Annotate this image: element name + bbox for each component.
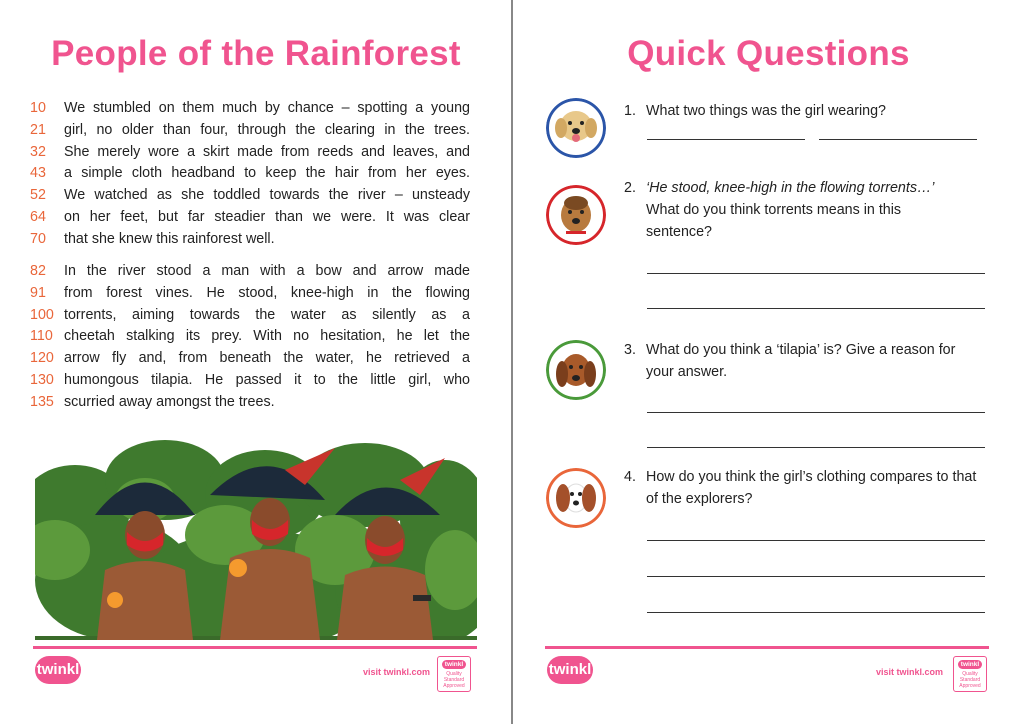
line-text: scurried away amongst the trees. bbox=[64, 393, 275, 410]
line-number: 10 bbox=[30, 100, 46, 116]
badge-logo: twinkl bbox=[442, 660, 466, 669]
answer-line[interactable] bbox=[819, 139, 977, 140]
line-text: cheetah stalking its prey. With no hesitation, he let the bbox=[64, 328, 470, 345]
line-text: from forest vines. He stood, knee-high in the flowing bbox=[64, 284, 470, 301]
answer-line[interactable] bbox=[647, 308, 985, 309]
text-line bbox=[30, 370, 470, 392]
text-line bbox=[30, 98, 470, 120]
badge-text: Quality Standard Approved bbox=[959, 671, 981, 689]
text-line bbox=[30, 392, 470, 414]
page-title: People of the Rainforest bbox=[51, 34, 461, 73]
question-3 bbox=[624, 339, 1004, 383]
visit-link[interactable]: visit twinkl.com bbox=[876, 667, 944, 677]
text-line bbox=[30, 185, 470, 207]
question-text: How do you think the girl’s clothing compares to that of the explorers? bbox=[646, 469, 977, 507]
bloodhound-avatar-icon bbox=[546, 340, 606, 400]
text-line bbox=[30, 163, 470, 185]
line-number: 100 bbox=[30, 306, 54, 323]
line-number: 32 bbox=[30, 143, 46, 160]
line-text: arrow fly and, from beneath the water, he retrieved a bbox=[64, 350, 470, 367]
text-line bbox=[30, 229, 470, 251]
question-number: 1. bbox=[624, 103, 636, 119]
badge-text: Quality Standard Approved bbox=[443, 671, 465, 689]
quality-badge bbox=[953, 656, 987, 692]
line-text: torrents, aiming towards the water as silently as a bbox=[64, 306, 470, 323]
question-quote: ‘He stood, knee-high in the flowing torrents…’ bbox=[646, 180, 935, 196]
question-1 bbox=[624, 100, 1004, 124]
question-number: 3. bbox=[624, 342, 636, 358]
line-text: humongous tilapia. He passed it to the little girl, who bbox=[64, 371, 470, 388]
spaniel-avatar-icon bbox=[546, 468, 606, 528]
right-page bbox=[513, 0, 1024, 724]
line-number: 130 bbox=[30, 371, 54, 388]
line-number: 21 bbox=[30, 121, 46, 138]
answer-line[interactable] bbox=[647, 576, 985, 577]
question-2 bbox=[624, 177, 1004, 243]
text-line bbox=[30, 348, 470, 370]
line-text: We stumbled on them much by chance – spotting a young bbox=[64, 100, 470, 116]
line-number: 110 bbox=[30, 328, 53, 345]
line-number: 70 bbox=[30, 230, 46, 247]
line-number: 64 bbox=[30, 208, 46, 225]
answer-line[interactable] bbox=[647, 273, 985, 274]
quality-badge bbox=[437, 656, 471, 692]
line-number: 135 bbox=[30, 393, 54, 410]
visit-link[interactable]: visit twinkl.com bbox=[363, 667, 431, 677]
golden-retriever-avatar-icon bbox=[546, 98, 606, 158]
badge-logo: twinkl bbox=[958, 660, 982, 669]
line-text: In the river stood a man with a bow and arrow made bbox=[64, 263, 470, 279]
line-text: on her feet, but far steadier than we were. It was clear bbox=[64, 208, 470, 225]
page-title: Quick Questions bbox=[627, 34, 910, 73]
footer-rule bbox=[545, 646, 989, 649]
text-line bbox=[30, 326, 470, 348]
text-line bbox=[30, 305, 470, 327]
text-line bbox=[30, 261, 470, 283]
text-line bbox=[30, 142, 470, 164]
text-line bbox=[30, 283, 470, 305]
question-4 bbox=[624, 466, 1004, 510]
answer-line[interactable] bbox=[647, 447, 985, 448]
question-text: What do you think torrents means in this sentence? bbox=[646, 202, 902, 240]
twinkl-logo[interactable]: twinkl bbox=[35, 656, 81, 684]
line-text: a simple cloth headband to keep the hair from her eyes. bbox=[64, 165, 470, 182]
question-text: What two things was the girl wearing? bbox=[646, 103, 886, 119]
question-number: 4. bbox=[624, 469, 636, 485]
answer-line[interactable] bbox=[647, 139, 805, 140]
answer-line[interactable] bbox=[647, 612, 985, 613]
footer-rule bbox=[33, 646, 477, 649]
line-number: 43 bbox=[30, 165, 46, 182]
line-text: We watched as she toddled towards the river – unsteady bbox=[64, 187, 470, 204]
question-text: What do you think a ‘tilapia’ is? Give a reason for your answer. bbox=[646, 342, 956, 380]
answer-line[interactable] bbox=[647, 412, 985, 413]
line-number: 120 bbox=[30, 350, 54, 367]
paragraph-1 bbox=[30, 98, 470, 251]
airedale-avatar-icon bbox=[546, 185, 606, 245]
twinkl-logo[interactable]: twinkl bbox=[547, 656, 593, 684]
text-line bbox=[30, 207, 470, 229]
tribal-men-illustration bbox=[35, 440, 477, 640]
line-number: 82 bbox=[30, 263, 46, 279]
question-number: 2. bbox=[624, 180, 636, 196]
line-number: 52 bbox=[30, 187, 46, 204]
line-text: that she knew this rainforest well. bbox=[64, 230, 275, 247]
line-number: 91 bbox=[30, 284, 46, 301]
left-page bbox=[0, 0, 511, 724]
line-text: girl, no older than four, through the clearing in the trees. bbox=[64, 121, 470, 138]
line-text: She merely wore a skirt made from reeds and leaves, and bbox=[64, 143, 470, 160]
paragraph-2 bbox=[30, 261, 470, 414]
text-line bbox=[30, 120, 470, 142]
answer-line[interactable] bbox=[647, 540, 985, 541]
